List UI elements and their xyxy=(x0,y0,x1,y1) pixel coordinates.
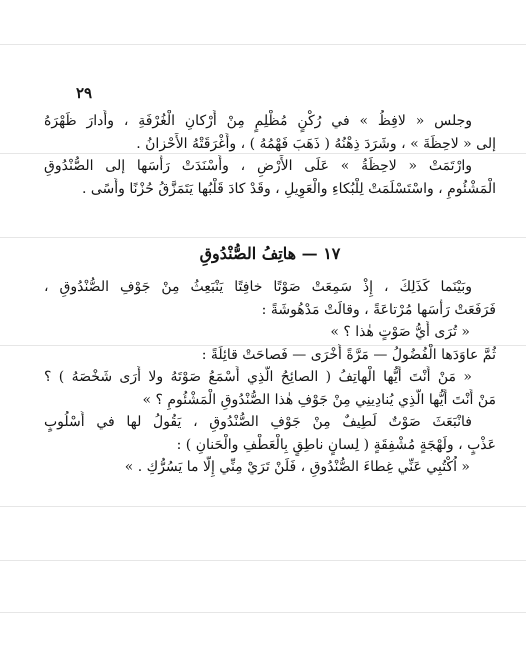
ruled-line xyxy=(0,506,526,507)
text-line: عَذْبٍ ، ولَهْجَةٍ مُشْفِقَةٍ ( لِسانٍ ناطِقٍ بِالْعَطْفِ والْحَنانِ ) : xyxy=(176,436,496,453)
quoted-line: « تُرَى أَيُّ صَوْتٍ هٰذا ؟ » xyxy=(330,324,470,340)
text-line: وجلس « لافِظُ » في رُكْنٍ مُظْلِمٍ مِنْ أَرْكانِ الْغُرْفَةِ ، وأَدارَ ظَهْرَهُ xyxy=(44,113,472,129)
ruled-line xyxy=(0,237,526,238)
section-two-paragraphs xyxy=(44,276,496,479)
quoted-line: مَنْ أَنْتَ أَيُّها الَّذِي يُنادِينِي مِنْ جَوْفِ هٰذا الصُّنْدُوقِ الْمَشْئُومِ ؟ » xyxy=(142,391,496,408)
ruled-line xyxy=(0,44,526,45)
ruled-line xyxy=(0,560,526,561)
chapter-heading: ١٧ — هاتِفُ الصُّنْدُوقِ xyxy=(199,244,341,263)
text-line: ثُمَّ عاوَدَها الْفُضُولُ — مَرَّةً أُخْرَى — فَصاحَتْ قائِلَةً : xyxy=(201,346,496,363)
text-line: فَرَفَعَتْ رَأْسَها مُرْتاعَةً ، وقالَتْ مَدْهُوشَةً : xyxy=(261,301,496,318)
quoted-line: « مَنْ أَنْتَ أَيُّها الْهاتِفُ ( الصائِحُ الَّذِي أَسْمَعُ صَوْتَهُ ولا أَرَى شَخْصَهُ ) ؟ xyxy=(44,369,472,385)
quoted-line: « اُكْتُبِي عَنِّي غِطاءَ الصُّنْدُوقِ ، فَلَنْ تَرَيْ مِنِّي إِلَّا ما يَسُرُّكِ . » xyxy=(124,459,470,475)
page-number: ٢٩ xyxy=(76,84,93,102)
text-line: وارْتَمَتْ « لاحِظَةُ » عَلَى الأَرْضِ ، وأَسْنَدَتْ رَأْسَها إلى الصُّنْدُوقِ xyxy=(44,158,472,174)
text-line: فانْبَعَثَ صَوْتٌ لَطِيفٌ مِنْ جَوْفِ الصُّنْدُوقِ ، يَقُولُ لها في أُسْلُوبٍ xyxy=(44,414,472,430)
text-line: الْمَشْئُومِ ، واسْتَسْلَمَتْ لِلْبُكاءِ والْعَوِيلِ ، وقَدْ كادَ قَلْبُها يَتَمَزَّقُ حُزْنًا وأَسًى . xyxy=(81,180,496,197)
section-one-paragraphs xyxy=(44,110,496,200)
ruled-line xyxy=(0,612,526,613)
text-line: وبَيْنَما كَذَلِكَ ، إِذْ سَمِعَتْ صَوْتًا خافِتًا يَنْبَعِثُ مِنْ جَوْفِ الصُّنْدُوقِ ، xyxy=(44,279,472,295)
text-line: إلى « لاحِظَةَ » ، وشَرَدَ ذِهْنُهُ ( ذَهَبَ فَهْمُهُ ) ، وأَغْرَقَتْهُ الأَحْزانُ . xyxy=(136,135,496,152)
